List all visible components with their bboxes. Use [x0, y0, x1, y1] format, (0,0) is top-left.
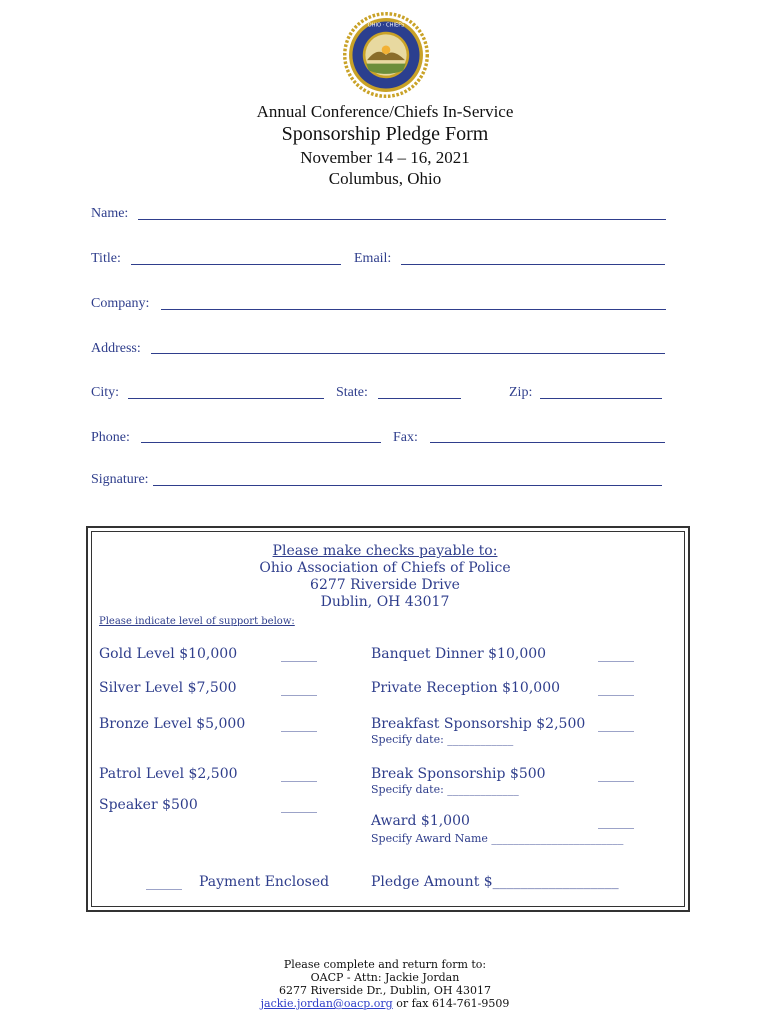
company-field[interactable]: [161, 309, 666, 310]
level-banquet: Banquet Dinner $10,000: [371, 646, 547, 662]
payment-enclosed-label: Payment Enclosed: [199, 874, 330, 890]
payable-heading: Please make checks payable to:: [272, 543, 498, 559]
signature-label: Signature:: [91, 472, 149, 487]
svg-text:OHIO · CHIEFS: OHIO · CHIEFS: [367, 22, 405, 29]
level-award-blank[interactable]: ______: [598, 815, 634, 829]
payable-org: Ohio Association of Chiefs of Police: [259, 560, 511, 576]
footer-contact: [0, 997, 770, 1010]
event-location: Columbus, Ohio: [328, 169, 442, 188]
level-silver-blank[interactable]: ______: [281, 682, 317, 696]
zip-field[interactable]: [540, 398, 662, 399]
level-gold-blank[interactable]: ______: [281, 648, 317, 662]
level-reception-blank[interactable]: ______: [598, 682, 634, 696]
state-label: State:: [336, 385, 368, 400]
state-field[interactable]: [378, 398, 461, 399]
fax-label: Fax:: [393, 430, 418, 445]
company-label: Company:: [91, 296, 150, 311]
level-bronze: Bronze Level $5,000: [99, 716, 246, 732]
fax-field[interactable]: [430, 442, 665, 443]
zip-label: Zip:: [509, 385, 533, 400]
form-title: Sponsorship Pledge Form: [281, 123, 489, 145]
level-break: Break Sponsorship $500: [371, 766, 546, 782]
level-breakfast: Breakfast Sponsorship $2,500: [371, 716, 586, 732]
payable-street: 6277 Riverside Drive: [310, 577, 460, 593]
payable-city: Dublin, OH 43017: [320, 594, 450, 610]
payment-enclosed-blank[interactable]: ______: [146, 876, 182, 890]
level-breakfast-blank[interactable]: ______: [598, 718, 634, 732]
email-field[interactable]: [401, 264, 665, 265]
level-speaker: Speaker $500: [99, 797, 198, 813]
level-patrol: Patrol Level $2,500: [99, 766, 238, 782]
break-date[interactable]: Specify date: _____________: [371, 783, 519, 796]
ohio-state-seal-icon: [343, 12, 429, 98]
level-reception: Private Reception $10,000: [371, 680, 561, 696]
level-speaker-blank[interactable]: ______: [281, 799, 317, 813]
level-bronze-blank[interactable]: ______: [281, 718, 317, 732]
level-award: Award $1,000: [371, 813, 470, 829]
footer-fax: or fax 614-761-9509: [392, 997, 510, 1010]
city-label: City:: [91, 385, 120, 400]
address-label: Address:: [91, 341, 141, 356]
address-field[interactable]: [151, 353, 665, 354]
phone-field[interactable]: [141, 442, 381, 443]
phone-label: Phone:: [91, 430, 130, 445]
breakfast-date[interactable]: Specify date: ____________: [371, 733, 514, 746]
footer-instructions: Please complete and return form to:: [283, 958, 487, 971]
pledge-amount[interactable]: Pledge Amount $__________________: [371, 874, 619, 890]
signature-field[interactable]: [153, 485, 662, 486]
footer-address: 6277 Riverside Dr., Dublin, OH 43017: [278, 984, 491, 997]
event-dates: November 14 – 16, 2021: [300, 148, 470, 167]
award-name[interactable]: Specify Award Name ________________________: [371, 832, 624, 845]
level-silver: Silver Level $7,500: [99, 680, 237, 696]
support-note: Please indicate level of support below:: [99, 616, 295, 627]
event-title: Annual Conference/Chiefs In-Service: [256, 102, 514, 121]
title-label: Title:: [91, 251, 121, 266]
footer-attn: OACP - Attn: Jackie Jordan: [310, 971, 460, 984]
city-field[interactable]: [128, 398, 324, 399]
footer-email-link[interactable]: jackie.jordan@oacp.org: [260, 997, 393, 1010]
email-label: Email:: [354, 251, 392, 266]
level-gold: Gold Level $10,000: [99, 646, 238, 662]
name-field[interactable]: [138, 219, 666, 220]
name-label: Name:: [91, 206, 129, 221]
title-field[interactable]: [131, 264, 341, 265]
level-patrol-blank[interactable]: ______: [281, 768, 317, 782]
level-break-blank[interactable]: ______: [598, 768, 634, 782]
level-banquet-blank[interactable]: ______: [598, 648, 634, 662]
